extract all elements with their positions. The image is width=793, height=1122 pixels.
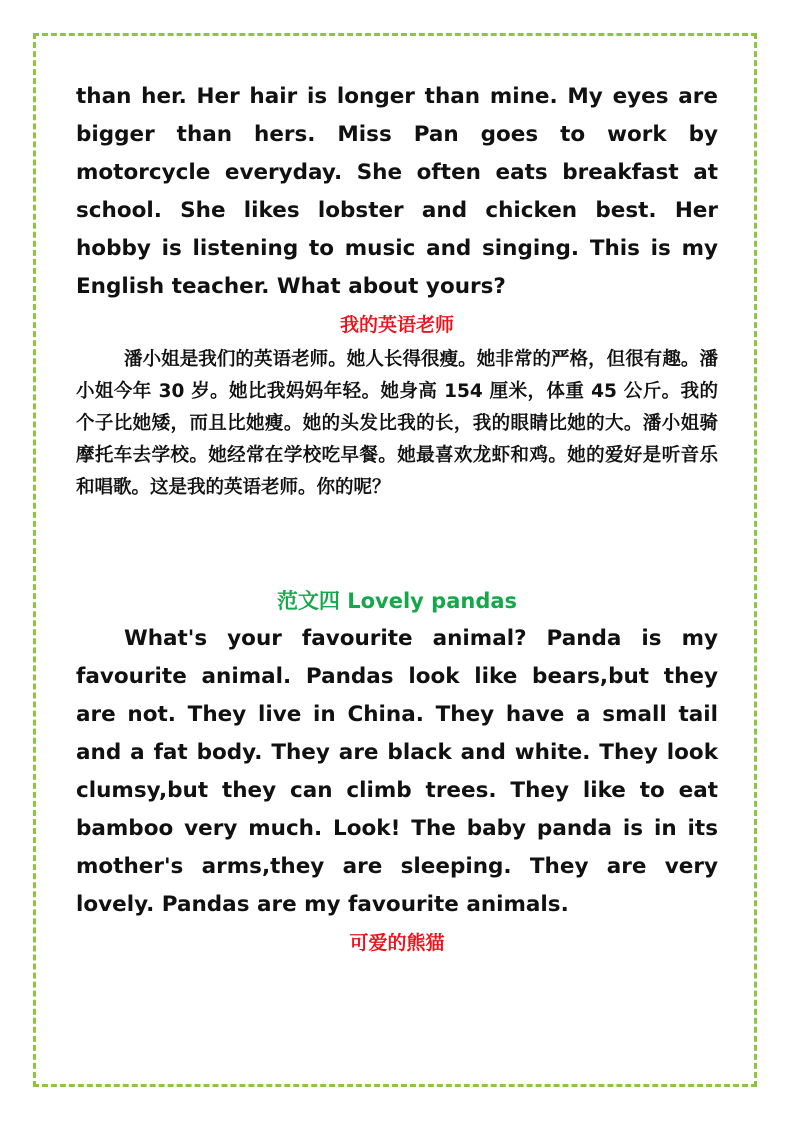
passage3-english-text: than her. Her hair is longer than mine. My eyes are bigger than hers. Miss Pan goes to work by motorcycle everyday. She often eats breakfast at school. She likes lobster and chicken best. Her hobby is listening to music and singing. This is my English teacher. What about yours? (76, 84, 718, 299)
passage3-chinese-title: 我的英语老师 (339, 314, 454, 336)
section-gap (76, 504, 718, 582)
passage4-chinese-title: 可爱的熊猫 (349, 932, 445, 954)
passage4-title: 范文四 Lovely pandas (276, 589, 518, 613)
passage3-chinese-text: 潘小姐是我们的英语老师。她人长得很瘦。她非常的严格，但很有趣。潘小姐今年 30 岁。她比我妈妈年轻。她身高 154 厘米，体重 45 公斤。我的个子比她矮，而且比她瘦。她的头发比我的长，我的眼睛比她的大。潘小姐骑摩托车去学校。她经常在学校吃早餐。她最喜欢龙虾和鸡。她的爱好是听音乐和唱歌。这是我的英语老师。你的呢？ (76, 349, 718, 498)
passage4-english-text: What's your favourite animal? Panda is my favourite animal. Pandas look like bears,but they are not. They live in China. They have a small tail and a fat body. They are black and white. They look clumsy,but they can climb trees. They like to eat bamboo very much. Look! The baby panda is in its mother's arms,they are sleeping. They are very lovely. Pandas are my favourite animals. (76, 626, 718, 917)
document-body (76, 78, 718, 962)
